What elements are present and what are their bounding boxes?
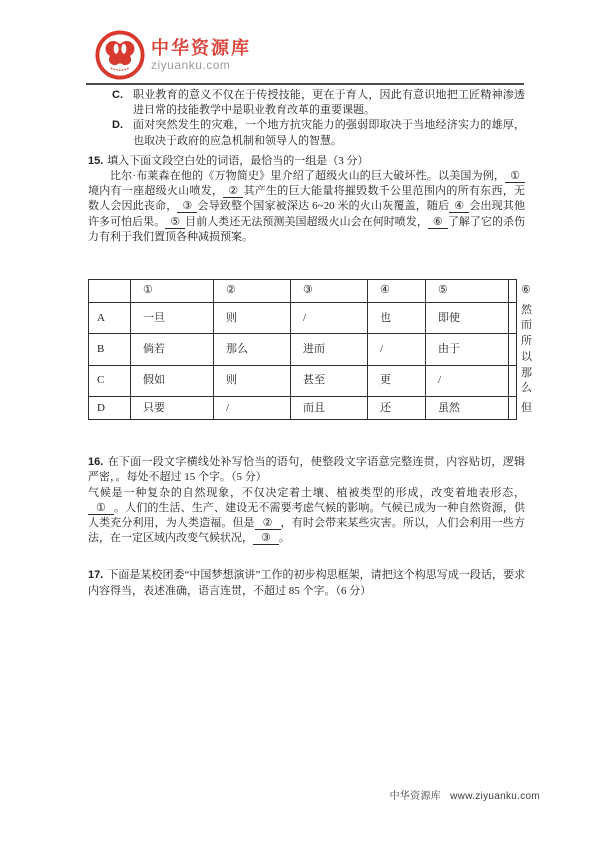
table-header-cell: ⑤ <box>426 280 509 303</box>
option-item-c <box>112 88 525 118</box>
page-footer <box>390 787 540 802</box>
blank-underline: ① <box>88 502 114 515</box>
table-cell: 一旦 <box>131 303 214 334</box>
table-row <box>89 365 517 396</box>
table-row <box>89 397 517 420</box>
table-cell: 甚至 <box>291 365 368 396</box>
table-cell: 更 <box>368 365 426 396</box>
table-header-cell: ⑥ <box>509 280 517 303</box>
option-c-label: C. <box>112 89 123 101</box>
question-15-heading-text: 填入下面文段空白处的词语，最恰当的一组是（3 分） <box>107 154 369 167</box>
table-cell: A <box>89 303 131 334</box>
blank-underline: ② <box>255 517 281 530</box>
logo-domain-text: ziyuanku.com <box>151 58 231 72</box>
passage-text: 比尔·布莱森在他的《万物简史》里介绍了超级火山的巨大破坏性。以美国为例， <box>110 170 506 183</box>
table-cell: 还 <box>368 397 426 420</box>
table-cell: / <box>214 397 291 420</box>
table-header-cell: ② <box>214 280 291 303</box>
table-header-row <box>89 280 517 303</box>
question-16-heading <box>88 455 525 485</box>
table-cell: D <box>89 397 131 420</box>
table-header-cell <box>89 280 131 303</box>
question-16-passage <box>88 486 525 547</box>
passage-text: 。 <box>278 532 290 545</box>
table-row <box>89 334 517 365</box>
question-17-heading-text: 下面是某校团委“中国梦想演讲”工作的初步构思框架，请把这个构思写成一段话，要求内容得当，表述准确，语言连贯，不超过 85 个字。（6 分） <box>88 569 525 597</box>
passage-text: ，有时会带来某些灾害。所以，人们会利用一些方法，在一定区域内改变气候状况， <box>88 517 525 545</box>
ziyuanku-butterfly-logo-icon <box>95 30 145 80</box>
blank-underline: ⑥ <box>428 216 448 229</box>
question-15-number: 15. <box>88 154 104 167</box>
table-header-cell: ④ <box>368 280 426 303</box>
table-cell: 然而 <box>509 303 517 334</box>
table-header-cell: ③ <box>291 280 368 303</box>
table-cell: 假如 <box>131 365 214 396</box>
table-cell: 即使 <box>426 303 509 334</box>
question-17-number: 17. <box>88 569 104 582</box>
option-d-label: D. <box>112 119 123 132</box>
table-cell: 进而 <box>291 334 368 365</box>
exam-content <box>88 88 532 599</box>
header-divider-line <box>86 83 524 85</box>
option-c-text: 职业教育的意义不仅在于传授技能，更在于育人，因此有意识地把工匠精神渗透进日常的技能教学中是职业教育改革的重要课题。 <box>133 89 525 117</box>
table-cell: / <box>291 303 368 334</box>
blank-underline: ⑤ <box>165 216 185 229</box>
table-cell: 而且 <box>291 397 368 420</box>
passage-text: 。人们的生活、生产、建设无不需要考虑气候的影响。气候已成为一种自然资源，供人类充分利用，为人类造福。但是 <box>88 501 525 530</box>
option-item-d <box>112 118 525 148</box>
question-15-passage <box>88 169 525 245</box>
passage-text: 了解了它的杀伤力有利于我们置顶各种减损预案。 <box>88 215 526 243</box>
question-16-number: 16. <box>88 456 104 469</box>
table-cell: C <box>89 365 131 396</box>
table-cell: 虽然 <box>426 397 509 420</box>
question-16-block <box>88 455 525 546</box>
blank-underline: ① <box>505 170 525 183</box>
table-cell: 但 <box>509 397 517 420</box>
passage-text: 其产生的巨大能量将摧毁数千公里范围内的所有东西，无数人会因此丧命， <box>88 185 526 213</box>
question-15-heading <box>88 154 525 169</box>
table-cell: 则 <box>214 303 291 334</box>
table-cell: 所以 <box>509 334 517 365</box>
question-17-block <box>88 568 525 598</box>
passage-text: 境内有一座超级火山喷发， <box>88 185 224 198</box>
table-cell: 也 <box>368 303 426 334</box>
table-cell: 那么 <box>214 334 291 365</box>
blank-underline: ④ <box>449 200 469 213</box>
blank-underline: ③ <box>253 532 279 545</box>
passage-text: 会导致整个国家被深达 6~20 米的火山灰覆盖，随后 <box>197 200 450 213</box>
footer-brand-text: 中华资源库 <box>389 791 442 802</box>
passage-text: 气候是一种复杂的自然现象，不仅决定着土壤、植被类型的形成，改变着地表形态， <box>88 486 525 499</box>
footer-url-text: www.ziyuanku.com <box>450 791 540 802</box>
table-cell: 由于 <box>426 334 509 365</box>
table-cell: B <box>89 334 131 365</box>
question-15-options-table <box>88 279 532 420</box>
passage-text: 目前人类还无法预测美国超级火山会在何时喷发， <box>185 215 428 228</box>
table-cell: / <box>426 365 509 396</box>
option-d-text: 面对突然发生的灾难，一个地方抗灾能力的强弱即取决于当地经济实力的雄厚，也取决于政府的应急机制和领导人的智慧。 <box>133 119 525 147</box>
passage-text: 会出现其他许多可怕后果。 <box>88 200 526 228</box>
logo-brand-text: 中华资源库 <box>151 38 251 58</box>
logo-text-block <box>151 30 251 72</box>
table-cell: 只要 <box>131 397 214 420</box>
table-cell: 那么 <box>509 365 517 396</box>
table-cell: 则 <box>214 365 291 396</box>
question-16-heading-text: 在下面一段文字横线处补写恰当的语句，使整段文字语意完整连贯，内容贴切，逻辑严密，。每处不超过 15 个字。（5 分） <box>88 456 525 484</box>
table-header-cell: ① <box>131 280 214 303</box>
blank-underline: ② <box>223 185 243 198</box>
ziyuanku-logo <box>95 30 251 80</box>
table-row <box>89 303 517 334</box>
table-cell: 倘若 <box>131 334 214 365</box>
table-cell: / <box>368 334 426 365</box>
blank-underline: ③ <box>177 200 197 213</box>
